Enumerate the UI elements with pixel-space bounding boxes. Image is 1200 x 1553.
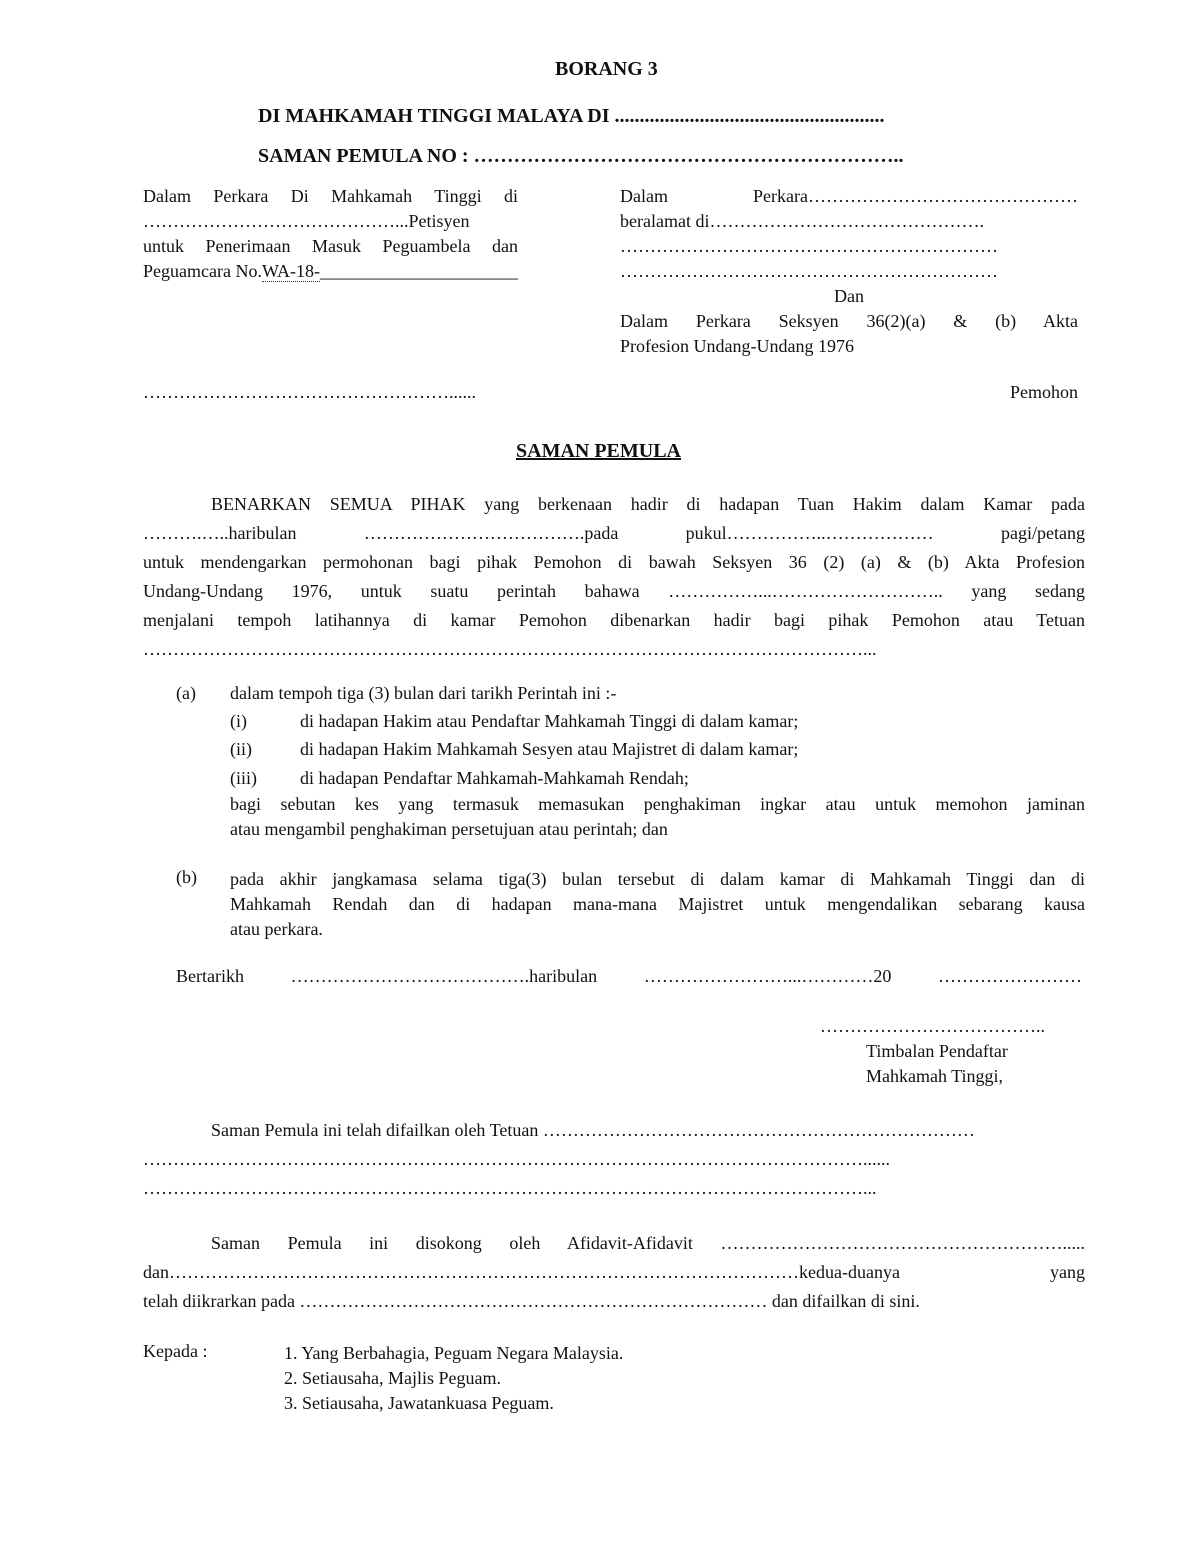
applicant-name-blank: ……………………………………………......: [143, 382, 476, 402]
item-b-text: [230, 867, 1085, 942]
court-line: DI MAHKAMAH TINGGI MALAYA DI ......................................................: [258, 105, 885, 127]
item-a-tail-line-1: bagi sebutan kes yang termasuk memasukan penghakiman ingkar atau untuk memohon jaminan: [230, 794, 1085, 814]
filed-line-2: …………………………………………………………………………………………………………......: [143, 1149, 890, 1169]
sub-ii-label: (ii): [230, 739, 252, 759]
document-title: SAMAN PEMULA: [516, 440, 681, 462]
filed-line-3: …………………………………………………………………………………………………………...: [143, 1178, 877, 1198]
right-line-1: Dalam Perkara………………………………………: [620, 186, 1078, 206]
recipient-item: 2. Setiausaha, Majlis Peguam.: [284, 1368, 501, 1388]
item-a-tail: [230, 792, 1085, 842]
sub-iii-text: di hadapan Pendaftar Mahkamah-Mahkamah Rendah;: [300, 768, 689, 788]
case-number: WA-18-: [261, 261, 320, 281]
signature-blank: ………………………………..: [820, 1016, 1045, 1036]
signature-title-2: Mahkamah Tinggi,: [866, 1066, 1004, 1086]
recipients-label: Kepada :: [143, 1341, 208, 1361]
item-a-tail-line-2: atau mengambil penghakiman persetujuan atau perintah; dan: [230, 819, 668, 839]
right-caption: [620, 184, 1078, 359]
intro-line-2: ……….…..haribulan ……………………………….pada pukul……………..……………… pagi/petang: [143, 523, 1085, 543]
recipient-item: 1. Yang Berbahagia, Peguam Negara Malaysia.: [284, 1343, 624, 1363]
sub-iii-label: (iii): [230, 768, 257, 788]
left-caption: [143, 184, 518, 284]
right-dan: Dan: [834, 286, 864, 306]
left-line-2: ……………………………………...Petisyen: [143, 211, 470, 231]
supported-line-2: dan……………………………………………………………………………………………kedua-duanya yang: [143, 1262, 1085, 1282]
sub-i-text: di hadapan Hakim atau Pendaftar Mahkamah Tinggi di dalam kamar;: [300, 711, 799, 731]
recipient-item: 3. Setiausaha, Jawatankuasa Peguam.: [284, 1393, 554, 1413]
sub-ii-text: di hadapan Hakim Mahkamah Sesyen atau Majistret di dalam kamar;: [300, 739, 799, 759]
left-line-4-prefix: Peguamcara No.: [143, 261, 262, 281]
case-number-blank: ______________________: [319, 261, 518, 281]
form-number: BORANG 3: [555, 58, 658, 80]
dated-line: Bertarikh ………………………………….haribulan ……………………...…………20 ……………………: [176, 966, 1082, 986]
item-b-line-1: pada akhir jangkamasa selama tiga(3) bulan tersebut di dalam kamar di Mahkamah Tinggi dan di: [230, 869, 1085, 889]
item-a-text: dalam tempoh tiga (3) bulan dari tarikh Perintah ini :-: [230, 683, 617, 703]
intro-line-5: menjalani tempoh latihannya di kamar Pemohon dibenarkan hadir bagi pihak Pemohon atau Tetuan: [143, 610, 1085, 630]
supported-by-paragraph: [143, 1229, 1085, 1316]
item-a-label: (a): [176, 683, 196, 703]
intro-line-4: Undang-Undang 1976, untuk suatu perintah bahawa ……………...……………………….. yang sedang: [143, 581, 1085, 601]
item-b-label: (b): [176, 867, 197, 887]
left-line-1: Dalam Perkara Di Mahkamah Tinggi di: [143, 186, 518, 206]
signature-title-1: Timbalan Pendaftar: [866, 1041, 1008, 1061]
intro-line-1: BENARKAN SEMUA PIHAK yang berkenaan hadir di hadapan Tuan Hakim dalam Kamar pada: [211, 494, 1085, 514]
sub-i-label: (i): [230, 711, 247, 731]
recipients-list: [284, 1341, 623, 1416]
summons-number: SAMAN PEMULA NO : ………………………………………………………..: [258, 145, 904, 167]
intro-line-3: untuk mendengarkan permohonan bagi pihak Pemohon di bawah Seksyen 36 (2) (a) & (b) Akta Profesion: [143, 552, 1085, 572]
right-line-2: beralamat di……………………………………….: [620, 211, 984, 231]
right-line-3: ………………………………………………………: [620, 236, 998, 256]
left-line-4: [143, 259, 518, 284]
right-line-6: Dalam Perkara Seksyen 36(2)(a) & (b) Akta: [620, 311, 1078, 331]
item-b-line-2: Mahkamah Rendah dan di hadapan mana-mana Majistret untuk mengendalikan sebarang kausa: [230, 894, 1085, 914]
item-b-line-3: atau perkara.: [230, 919, 323, 939]
filed-line-1: Saman Pemula ini telah difailkan oleh Tetuan ………………………………………………………………: [211, 1120, 975, 1140]
right-line-7: Profesion Undang-Undang 1976: [620, 336, 854, 356]
right-line-4: ………………………………………………………: [620, 261, 998, 281]
supported-line-1: Saman Pemula ini disokong oleh Afidavit-Afidavit ………………………………………………….....: [211, 1233, 1085, 1253]
applicant-label: Pemohon: [1009, 382, 1078, 402]
intro-line-6: …………………………………………………………………………………………………………...: [143, 639, 877, 659]
supported-line-3: telah diikrarkan pada …………………………………………………………………… dan difailkan di sini.: [143, 1291, 920, 1311]
intro-paragraph: [143, 490, 1085, 664]
filed-by-paragraph: [143, 1116, 1085, 1203]
left-line-3: untuk Penerimaan Masuk Peguambela dan: [143, 236, 518, 256]
